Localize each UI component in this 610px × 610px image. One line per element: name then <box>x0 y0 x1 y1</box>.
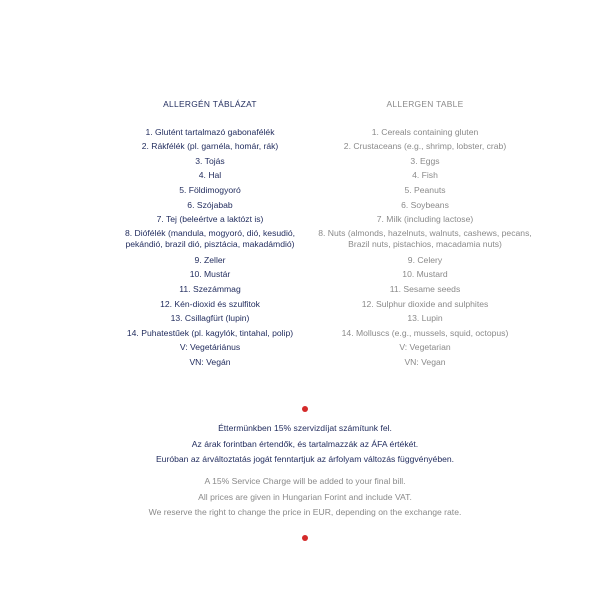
en-allergen-item: 2. Crustaceans (e.g., shrimp, lobster, crab) <box>343 141 507 152</box>
en-diet-label: VN: Vegan <box>404 356 446 367</box>
english-allergen-column <box>318 97 532 370</box>
en-allergen-item: 11. Sesame seeds <box>389 283 461 294</box>
hu-allergen-item: 4. Hal <box>198 170 222 181</box>
en-allergen-item: 7. Milk (including lactose) <box>376 214 474 225</box>
red-dot-divider-icon <box>302 535 308 541</box>
hungarian-title: ALLERGÉN TÁBLÁZAT <box>163 99 257 109</box>
en-notice-line: We reserve the right to change the price in EUR, depending on the exchange rate. <box>148 507 462 517</box>
hu-notice-line: Éttermünkben 15% szervizdíjat számítunk fel. <box>218 423 392 433</box>
hu-allergen-item: 7. Tej (beleértve a laktózt is) <box>156 214 264 225</box>
hu-allergen-item: 2. Rákfélék (pl. garnéla, homár, rák) <box>141 141 279 152</box>
en-allergen-item: 10. Mustard <box>402 269 448 280</box>
en-allergen-item: 8. Nuts (almonds, hazelnuts, walnuts, cashews, pecans, Brazil nuts, pistachios, macadamia nuts) <box>318 227 532 250</box>
english-title: ALLERGEN TABLE <box>386 99 464 109</box>
hu-allergen-item: 9. Zeller <box>194 254 226 265</box>
hu-allergen-item: 5. Földimogyoró <box>179 184 241 195</box>
hu-allergen-item: 12. Kén-dioxid és szulfitok <box>160 298 260 309</box>
hu-notice-line: Az árak forintban értendők, és tartalmazzák az ÁFA értékét. <box>191 438 419 449</box>
hu-notice-line: Euróban az árváltoztatás jogát fenntartjuk az árfolyam változás függvényében. <box>155 454 455 464</box>
hu-allergen-item: 8. Diófélék (mandula, mogyoró, dió, kesudió, pekándió, brazil dió, pisztácia, makadámdió) <box>124 227 296 250</box>
hu-allergen-item: 1. Glutént tartalmazó gabonafélék <box>145 126 275 137</box>
english-service-notice <box>100 474 510 521</box>
en-allergen-item: 9. Celery <box>407 254 443 265</box>
en-allergen-item: 3. Eggs <box>410 155 440 166</box>
en-notice-line: A 15% Service Charge will be added to your final bill. <box>204 476 406 486</box>
en-allergen-item: 6. Soybeans <box>401 199 449 210</box>
hungarian-service-notice <box>100 421 510 468</box>
hu-diet-label: VN: Vegán <box>189 356 231 367</box>
en-diet-label: V: Vegetarian <box>399 342 451 353</box>
en-allergen-item: 12. Sulphur dioxide and sulphites <box>361 298 489 309</box>
hu-allergen-item: 6. Szójabab <box>187 199 233 210</box>
hu-allergen-item: 13. Csillagfürt (lupin) <box>170 313 250 324</box>
en-allergen-item: 5. Peanuts <box>404 184 446 195</box>
en-notice-line: All prices are given in Hungarian Forint and include VAT. <box>198 491 412 502</box>
red-dot-divider-icon <box>302 406 308 412</box>
hu-allergen-item: 11. Szezámmag <box>179 283 241 294</box>
hu-allergen-item: 10. Mustár <box>189 269 231 280</box>
hungarian-allergen-column <box>110 97 310 370</box>
hu-allergen-item: 14. Puhatestűek (pl. kagylók, tintahal, polip) <box>126 327 294 338</box>
en-allergen-item: 13. Lupin <box>407 313 443 324</box>
hu-diet-label: V: Vegetáriánus <box>179 342 241 353</box>
en-allergen-item: 14. Molluscs (e.g., mussels, squid, octopus) <box>341 327 509 338</box>
en-allergen-item: 4. Fish <box>412 170 438 181</box>
hu-allergen-item: 3. Tojás <box>195 155 225 166</box>
en-allergen-item: 1. Cereals containing gluten <box>371 126 479 137</box>
